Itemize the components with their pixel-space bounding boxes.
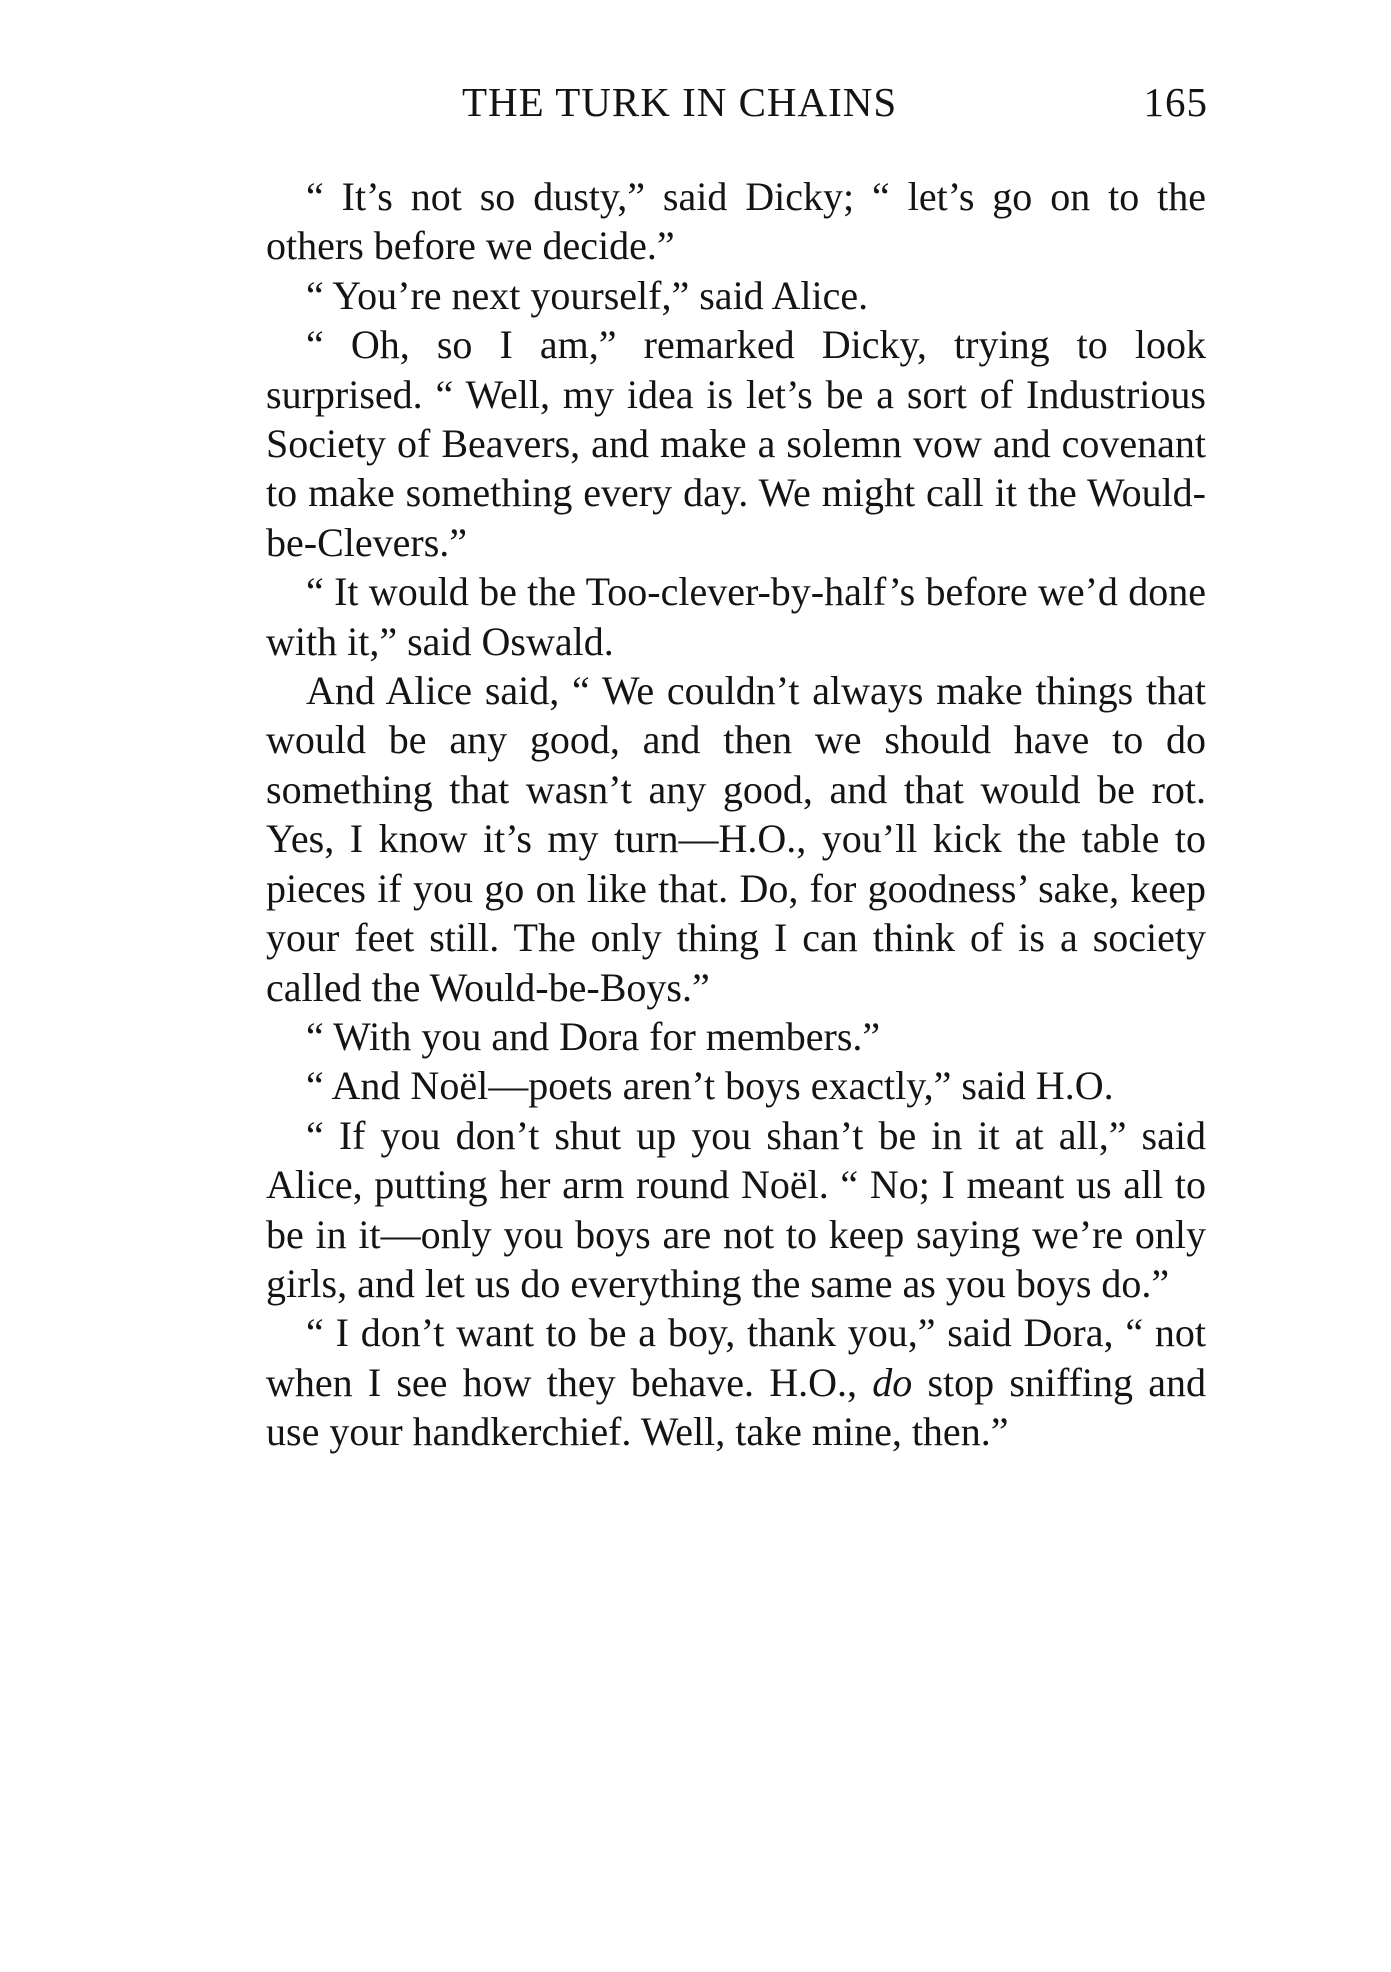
italic-word: do <box>872 1359 913 1405</box>
paragraph: “ You’re next yourself,” said Alice. <box>306 272 869 318</box>
paragraph-last <box>266 1308 1206 1456</box>
running-title: THE TURK IN CHAINS <box>462 79 898 125</box>
paragraph: “ If you don’t shut up you shan’t be in it at all,” said Alice, putting her arm round Noël. “ No; I meant us all to be in it—only you boys are not to keep saying we’re only girls, and let us do everything the same as you boys do.” <box>266 1112 1206 1306</box>
paragraph: “ It’s not so dusty,” said Dicky; “ let’s go on to the others before we decide.” <box>266 174 1206 269</box>
page-header <box>268 78 1208 138</box>
body-text <box>266 172 1206 1457</box>
paragraph: “ Oh, so I am,” remarked Dicky, trying to look surprised. “ Well, my idea is let’s be a sort of Industrious Society of Beavers, and make a solemn vow and covenant to make something every day. We might call it the Would-be-Clevers.” <box>266 322 1206 565</box>
paragraph: And Alice said, “ We couldn’t always make things that would be any good, and then we should have to do something that wasn’t any good, and that would be rot. Yes, I know it’s my turn—H.O., you’ll kick the table to pieces if you go on like that. Do, for goodness’ sake, keep your feet still. The only thing I can think of is a society called the Would-be-Boys.” <box>266 668 1206 1010</box>
text-run: “ I don’t want to be a boy, thank you,” said Dora, “ not when I see how they behave. H.O., <box>266 1310 1206 1405</box>
paragraph: “ It would be the Too-clever-by-half’s before we’d done with it,” said Oswald. <box>266 569 1206 664</box>
paragraph: “ And Noël—poets aren’t boys exactly,” said H.O. <box>306 1063 1114 1109</box>
page-number: 165 <box>1143 79 1208 125</box>
paragraph: “ With you and Dora for members.” <box>306 1013 881 1059</box>
text-run: stop sniffing and use your handkerchief. Well, take mine, then.” <box>266 1359 1206 1455</box>
